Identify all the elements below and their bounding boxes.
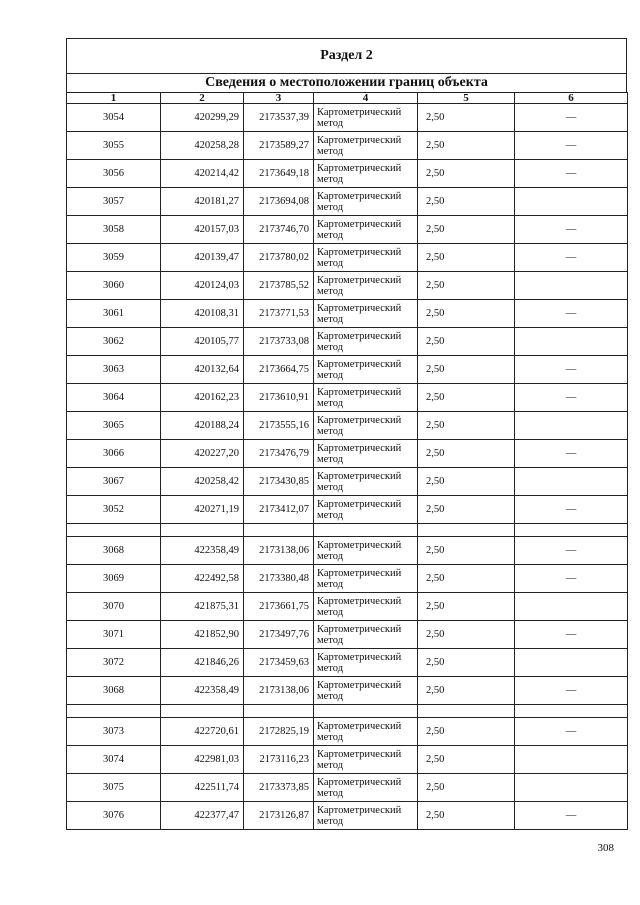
accuracy-cell: 2,50	[418, 216, 515, 244]
method-cell: Картометрический метод	[314, 216, 418, 244]
method-cell: Картометрический метод	[314, 384, 418, 412]
y-coordinate-cell: 2173610,91	[244, 384, 314, 412]
document-sheet	[66, 38, 627, 830]
description-cell: —	[515, 565, 628, 593]
table-row	[67, 649, 628, 677]
method-cell: Картометрический метод	[314, 718, 418, 746]
description-cell	[515, 774, 628, 802]
accuracy-cell: 2,50	[418, 328, 515, 356]
description-cell: —	[515, 132, 628, 160]
accuracy-cell: 2,50	[418, 621, 515, 649]
section-title: Раздел 2	[320, 48, 373, 63]
method-cell: Картометрический метод	[314, 272, 418, 300]
table-row	[67, 132, 628, 160]
description-cell	[515, 188, 628, 216]
gap-cell	[67, 705, 161, 718]
table-row	[67, 412, 628, 440]
description-cell: —	[515, 244, 628, 272]
table-row	[67, 468, 628, 496]
y-coordinate-cell: 2173430,85	[244, 468, 314, 496]
y-coordinate-cell: 2173664,75	[244, 356, 314, 384]
table-row	[67, 328, 628, 356]
method-cell: Картометрический метод	[314, 328, 418, 356]
gap-cell	[515, 524, 628, 537]
x-coordinate-cell: 421846,26	[161, 649, 244, 677]
accuracy-cell: 2,50	[418, 718, 515, 746]
y-coordinate-cell: 2173497,76	[244, 621, 314, 649]
point-number-cell: 3068	[67, 537, 161, 565]
y-coordinate-cell: 2173771,53	[244, 300, 314, 328]
point-number-cell: 3066	[67, 440, 161, 468]
gap-cell	[314, 524, 418, 537]
point-number-cell: 3076	[67, 802, 161, 830]
table-row	[67, 104, 628, 132]
method-cell: Картометрический метод	[314, 468, 418, 496]
method-cell: Картометрический метод	[314, 300, 418, 328]
accuracy-cell: 2,50	[418, 272, 515, 300]
y-coordinate-cell: 2173412,07	[244, 496, 314, 524]
x-coordinate-cell: 420124,03	[161, 272, 244, 300]
description-cell	[515, 593, 628, 621]
method-cell: Картометрический метод	[314, 746, 418, 774]
section-subtitle: Сведения о местоположении границ объекта	[67, 73, 626, 92]
x-coordinate-cell: 420132,64	[161, 356, 244, 384]
description-cell	[515, 272, 628, 300]
accuracy-cell: 2,50	[418, 188, 515, 216]
point-number-cell: 3061	[67, 300, 161, 328]
method-cell: Картометрический метод	[314, 440, 418, 468]
method-cell: Картометрический метод	[314, 802, 418, 830]
point-number-cell: 3071	[67, 621, 161, 649]
point-number-cell: 3060	[67, 272, 161, 300]
gap-cell	[67, 524, 161, 537]
accuracy-cell: 2,50	[418, 356, 515, 384]
description-cell: —	[515, 384, 628, 412]
accuracy-cell: 2,50	[418, 412, 515, 440]
point-number-cell: 3075	[67, 774, 161, 802]
accuracy-cell: 2,50	[418, 565, 515, 593]
x-coordinate-cell: 420181,27	[161, 188, 244, 216]
x-coordinate-cell: 420258,28	[161, 132, 244, 160]
y-coordinate-cell: 2173380,48	[244, 565, 314, 593]
accuracy-cell: 2,50	[418, 384, 515, 412]
accuracy-cell: 2,50	[418, 746, 515, 774]
table-row	[67, 440, 628, 468]
y-coordinate-cell: 2173373,85	[244, 774, 314, 802]
header-cell: 2	[161, 93, 244, 104]
point-number-cell: 3065	[67, 412, 161, 440]
table-row	[67, 384, 628, 412]
gap-cell	[314, 705, 418, 718]
method-cell: Картометрический метод	[314, 412, 418, 440]
header-cell: 4	[314, 93, 418, 104]
accuracy-cell: 2,50	[418, 802, 515, 830]
gap-cell	[244, 524, 314, 537]
description-cell: —	[515, 496, 628, 524]
method-cell: Картометрический метод	[314, 774, 418, 802]
table-row	[67, 496, 628, 524]
accuracy-cell: 2,50	[418, 774, 515, 802]
table-row	[67, 356, 628, 384]
y-coordinate-cell: 2173694,08	[244, 188, 314, 216]
x-coordinate-cell: 421852,90	[161, 621, 244, 649]
x-coordinate-cell: 420108,31	[161, 300, 244, 328]
method-cell: Картометрический метод	[314, 160, 418, 188]
y-coordinate-cell: 2173116,23	[244, 746, 314, 774]
x-coordinate-cell: 420157,03	[161, 216, 244, 244]
accuracy-cell: 2,50	[418, 104, 515, 132]
point-number-cell: 3056	[67, 160, 161, 188]
method-cell: Картометрический метод	[314, 132, 418, 160]
accuracy-cell: 2,50	[418, 593, 515, 621]
point-number-cell: 3069	[67, 565, 161, 593]
description-cell	[515, 328, 628, 356]
x-coordinate-cell: 420271,19	[161, 496, 244, 524]
table-row	[67, 216, 628, 244]
coordinates-table	[66, 92, 628, 830]
x-coordinate-cell: 420139,47	[161, 244, 244, 272]
table-gap-row	[67, 524, 628, 537]
x-coordinate-cell: 420227,20	[161, 440, 244, 468]
y-coordinate-cell: 2173537,39	[244, 104, 314, 132]
y-coordinate-cell: 2172825,19	[244, 718, 314, 746]
point-number-cell: 3054	[67, 104, 161, 132]
description-cell: —	[515, 356, 628, 384]
description-cell: —	[515, 537, 628, 565]
accuracy-cell: 2,50	[418, 677, 515, 705]
x-coordinate-cell: 422358,49	[161, 537, 244, 565]
table-row	[67, 718, 628, 746]
gap-cell	[515, 705, 628, 718]
point-number-cell: 3067	[67, 468, 161, 496]
y-coordinate-cell: 2173661,75	[244, 593, 314, 621]
description-cell: —	[515, 621, 628, 649]
page-number: 308	[597, 842, 614, 854]
description-cell	[515, 746, 628, 774]
gap-cell	[418, 524, 515, 537]
y-coordinate-cell: 2173138,06	[244, 677, 314, 705]
description-cell: —	[515, 104, 628, 132]
x-coordinate-cell: 422358,49	[161, 677, 244, 705]
accuracy-cell: 2,50	[418, 496, 515, 524]
header-cell: 5	[418, 93, 515, 104]
table-row	[67, 746, 628, 774]
method-cell: Картометрический метод	[314, 649, 418, 677]
y-coordinate-cell: 2173126,87	[244, 802, 314, 830]
header-cell: 6	[515, 93, 628, 104]
y-coordinate-cell: 2173589,27	[244, 132, 314, 160]
accuracy-cell: 2,50	[418, 300, 515, 328]
accuracy-cell: 2,50	[418, 537, 515, 565]
table-gap-row	[67, 705, 628, 718]
point-number-cell: 3062	[67, 328, 161, 356]
y-coordinate-cell: 2173649,18	[244, 160, 314, 188]
table-row	[67, 300, 628, 328]
description-cell: —	[515, 718, 628, 746]
point-number-cell: 3068	[67, 677, 161, 705]
point-number-cell: 3063	[67, 356, 161, 384]
description-cell: —	[515, 440, 628, 468]
description-cell: —	[515, 802, 628, 830]
point-number-cell: 3059	[67, 244, 161, 272]
y-coordinate-cell: 2173746,70	[244, 216, 314, 244]
point-number-cell: 3072	[67, 649, 161, 677]
point-number-cell: 3052	[67, 496, 161, 524]
accuracy-cell: 2,50	[418, 440, 515, 468]
table-row	[67, 272, 628, 300]
point-number-cell: 3070	[67, 593, 161, 621]
x-coordinate-cell: 420188,24	[161, 412, 244, 440]
point-number-cell: 3073	[67, 718, 161, 746]
accuracy-cell: 2,50	[418, 649, 515, 677]
description-cell: —	[515, 677, 628, 705]
point-number-cell: 3055	[67, 132, 161, 160]
description-cell: —	[515, 216, 628, 244]
point-number-cell: 3064	[67, 384, 161, 412]
table-row	[67, 802, 628, 830]
gap-cell	[161, 524, 244, 537]
x-coordinate-cell: 422377,47	[161, 802, 244, 830]
description-cell	[515, 468, 628, 496]
point-number-cell: 3057	[67, 188, 161, 216]
method-cell: Картометрический метод	[314, 244, 418, 272]
x-coordinate-cell: 420162,23	[161, 384, 244, 412]
x-coordinate-cell: 420105,77	[161, 328, 244, 356]
x-coordinate-cell: 422720,61	[161, 718, 244, 746]
method-cell: Картометрический метод	[314, 496, 418, 524]
y-coordinate-cell: 2173733,08	[244, 328, 314, 356]
description-cell	[515, 412, 628, 440]
table-row	[67, 565, 628, 593]
point-number-cell: 3074	[67, 746, 161, 774]
method-cell: Картометрический метод	[314, 356, 418, 384]
description-cell: —	[515, 300, 628, 328]
table-row	[67, 677, 628, 705]
y-coordinate-cell: 2173780,02	[244, 244, 314, 272]
point-number-cell: 3058	[67, 216, 161, 244]
method-cell: Картометрический метод	[314, 565, 418, 593]
header-cell: 3	[244, 93, 314, 104]
x-coordinate-cell: 421875,31	[161, 593, 244, 621]
y-coordinate-cell: 2173476,79	[244, 440, 314, 468]
table-row	[67, 621, 628, 649]
table-header-row	[67, 93, 628, 104]
table-row	[67, 244, 628, 272]
y-coordinate-cell: 2173555,16	[244, 412, 314, 440]
section-header	[66, 38, 627, 92]
x-coordinate-cell: 422492,58	[161, 565, 244, 593]
method-cell: Картометрический метод	[314, 188, 418, 216]
table-row	[67, 160, 628, 188]
method-cell: Картометрический метод	[314, 677, 418, 705]
x-coordinate-cell: 422981,03	[161, 746, 244, 774]
y-coordinate-cell: 2173785,52	[244, 272, 314, 300]
table-row	[67, 188, 628, 216]
method-cell: Картометрический метод	[314, 593, 418, 621]
x-coordinate-cell: 422511,74	[161, 774, 244, 802]
method-cell: Картометрический метод	[314, 621, 418, 649]
method-cell: Картометрический метод	[314, 104, 418, 132]
header-cell: 1	[67, 93, 161, 104]
x-coordinate-cell: 420299,29	[161, 104, 244, 132]
y-coordinate-cell: 2173138,06	[244, 537, 314, 565]
y-coordinate-cell: 2173459,63	[244, 649, 314, 677]
gap-cell	[244, 705, 314, 718]
method-cell: Картометрический метод	[314, 537, 418, 565]
description-cell	[515, 649, 628, 677]
accuracy-cell: 2,50	[418, 244, 515, 272]
table-row	[67, 537, 628, 565]
gap-cell	[161, 705, 244, 718]
accuracy-cell: 2,50	[418, 160, 515, 188]
table-row	[67, 593, 628, 621]
gap-cell	[418, 705, 515, 718]
table-row	[67, 774, 628, 802]
x-coordinate-cell: 420214,42	[161, 160, 244, 188]
accuracy-cell: 2,50	[418, 132, 515, 160]
description-cell: —	[515, 160, 628, 188]
x-coordinate-cell: 420258,42	[161, 468, 244, 496]
accuracy-cell: 2,50	[418, 468, 515, 496]
